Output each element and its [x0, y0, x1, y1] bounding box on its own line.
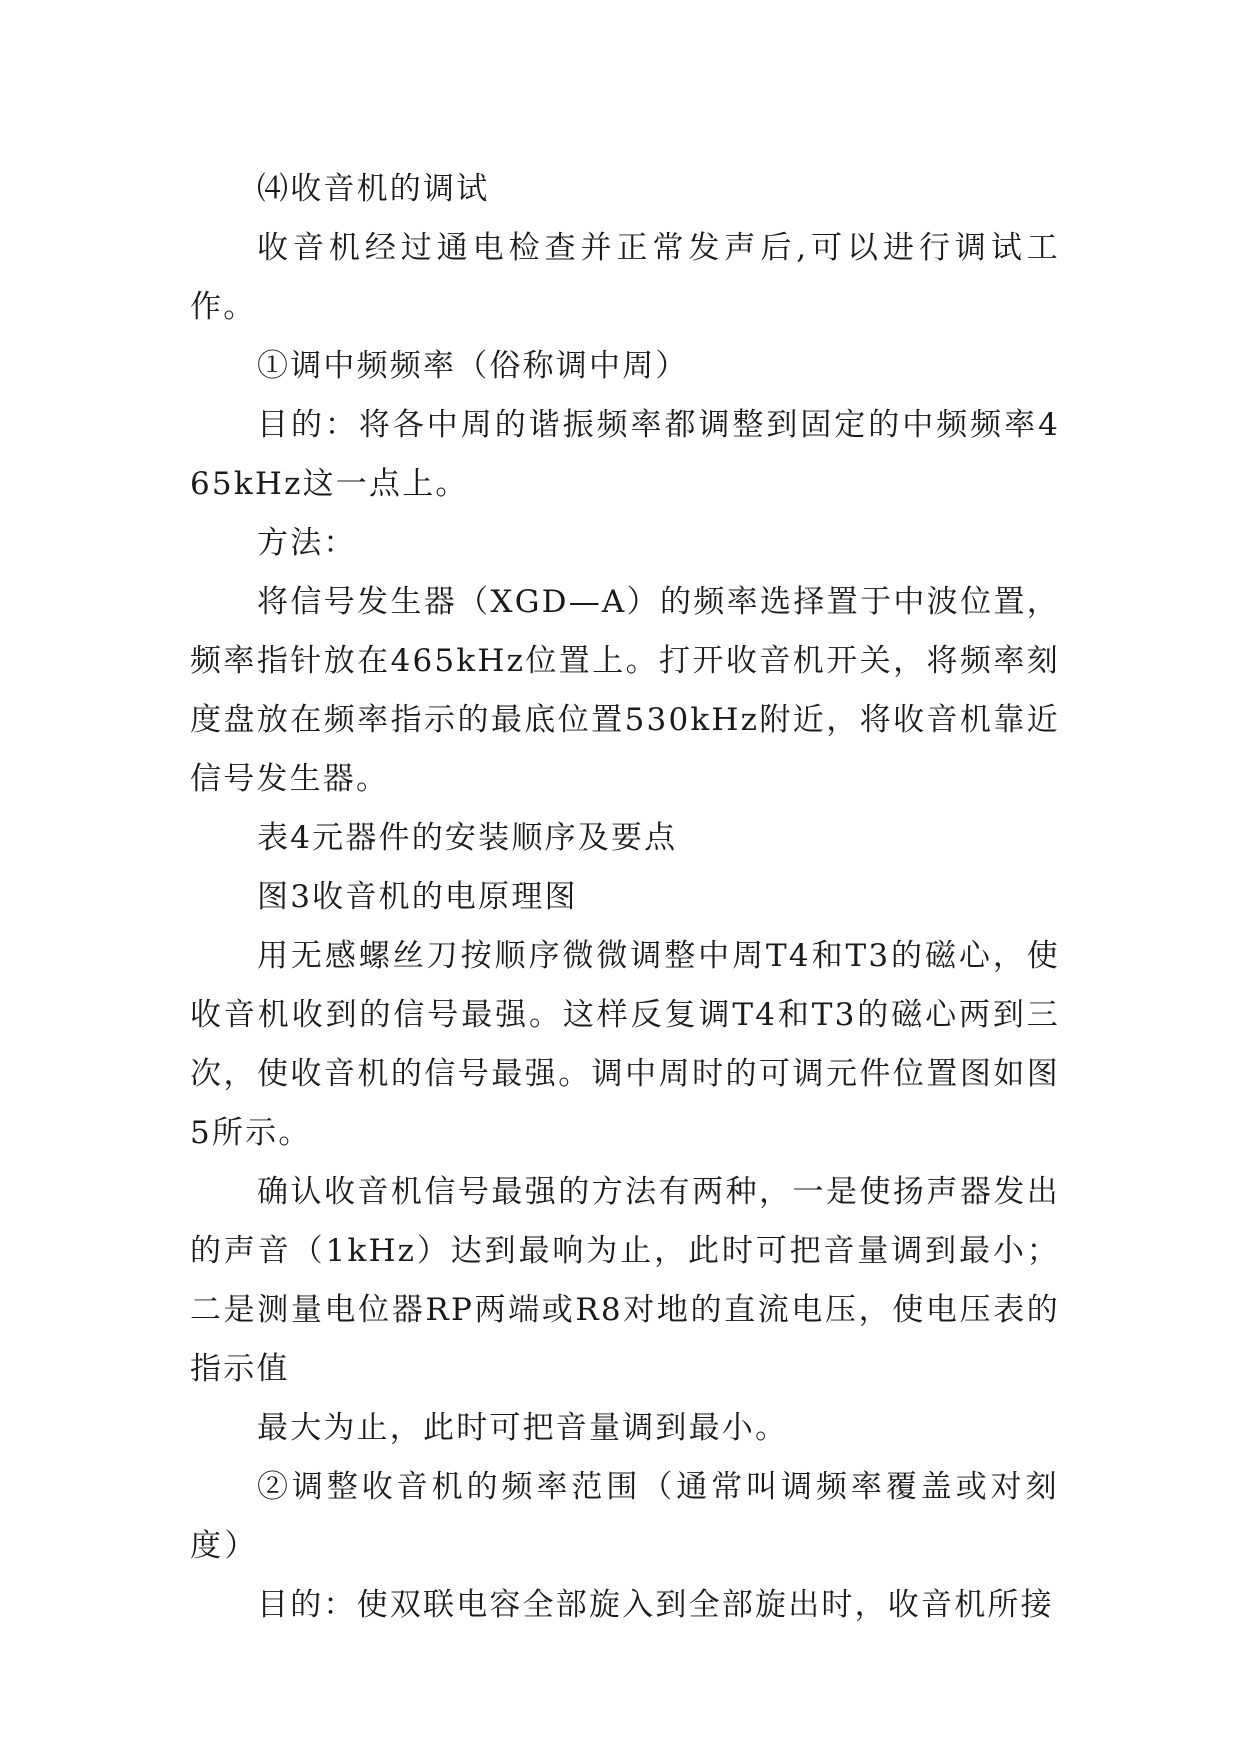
figure-reference: 图3收音机的电原理图: [257, 879, 578, 915]
subheading-frequency-range: ②调整收音机的频率范围（通常叫调频率覆盖或对刻度）: [190, 1469, 1060, 1564]
paragraph-intro: 收音机经过通电检查并正常发声后,可以进行调试工作。: [190, 230, 1060, 325]
paragraph-purpose: 目的：将各中周的谐振频率都调整到固定的中频频率465kHz这一点上。: [190, 407, 1060, 502]
paragraph-range-purpose: 目的：使双联电容全部旋入到全部旋出时，收音机所接: [257, 1587, 1054, 1623]
paragraph-method-steps: 将信号发生器（XGD—A）的频率选择置于中波位置，频率指针放在465kHz位置上。打开收音机开关，将频率刻度盘放在频率指示的最底位置530kHz附近，将收音机靠近信号发生器。: [190, 584, 1060, 797]
table-reference: 表4元器件的安装顺序及要点: [257, 820, 678, 856]
section-heading-debug: ⑷收音机的调试: [257, 171, 490, 207]
paragraph-adjust-cores: 用无感螺丝刀按顺序微微调整中周T4和T3的磁心，使收音机收到的信号最强。这样反复调T4和T3的磁心两到三次，使收音机的信号最强。调中周时的可调元件位置图如图5所示。: [190, 938, 1060, 1151]
subheading-if-tuning: ①调中频频率（俗称调中周）: [257, 348, 689, 384]
paragraph-method-label: 方法：: [257, 525, 357, 561]
paragraph-max-value: 最大为止，此时可把音量调到最小。: [257, 1410, 789, 1446]
paragraph-confirm-signal: 确认收音机信号最强的方法有两种，一是使扬声器发出的声音（1kHz）达到最响为止，此时可把音量调到最小；二是测量电位器RP两端或R8对地的直流电压，使电压表的指示值: [190, 1174, 1060, 1387]
document-body: [190, 160, 1060, 1635]
